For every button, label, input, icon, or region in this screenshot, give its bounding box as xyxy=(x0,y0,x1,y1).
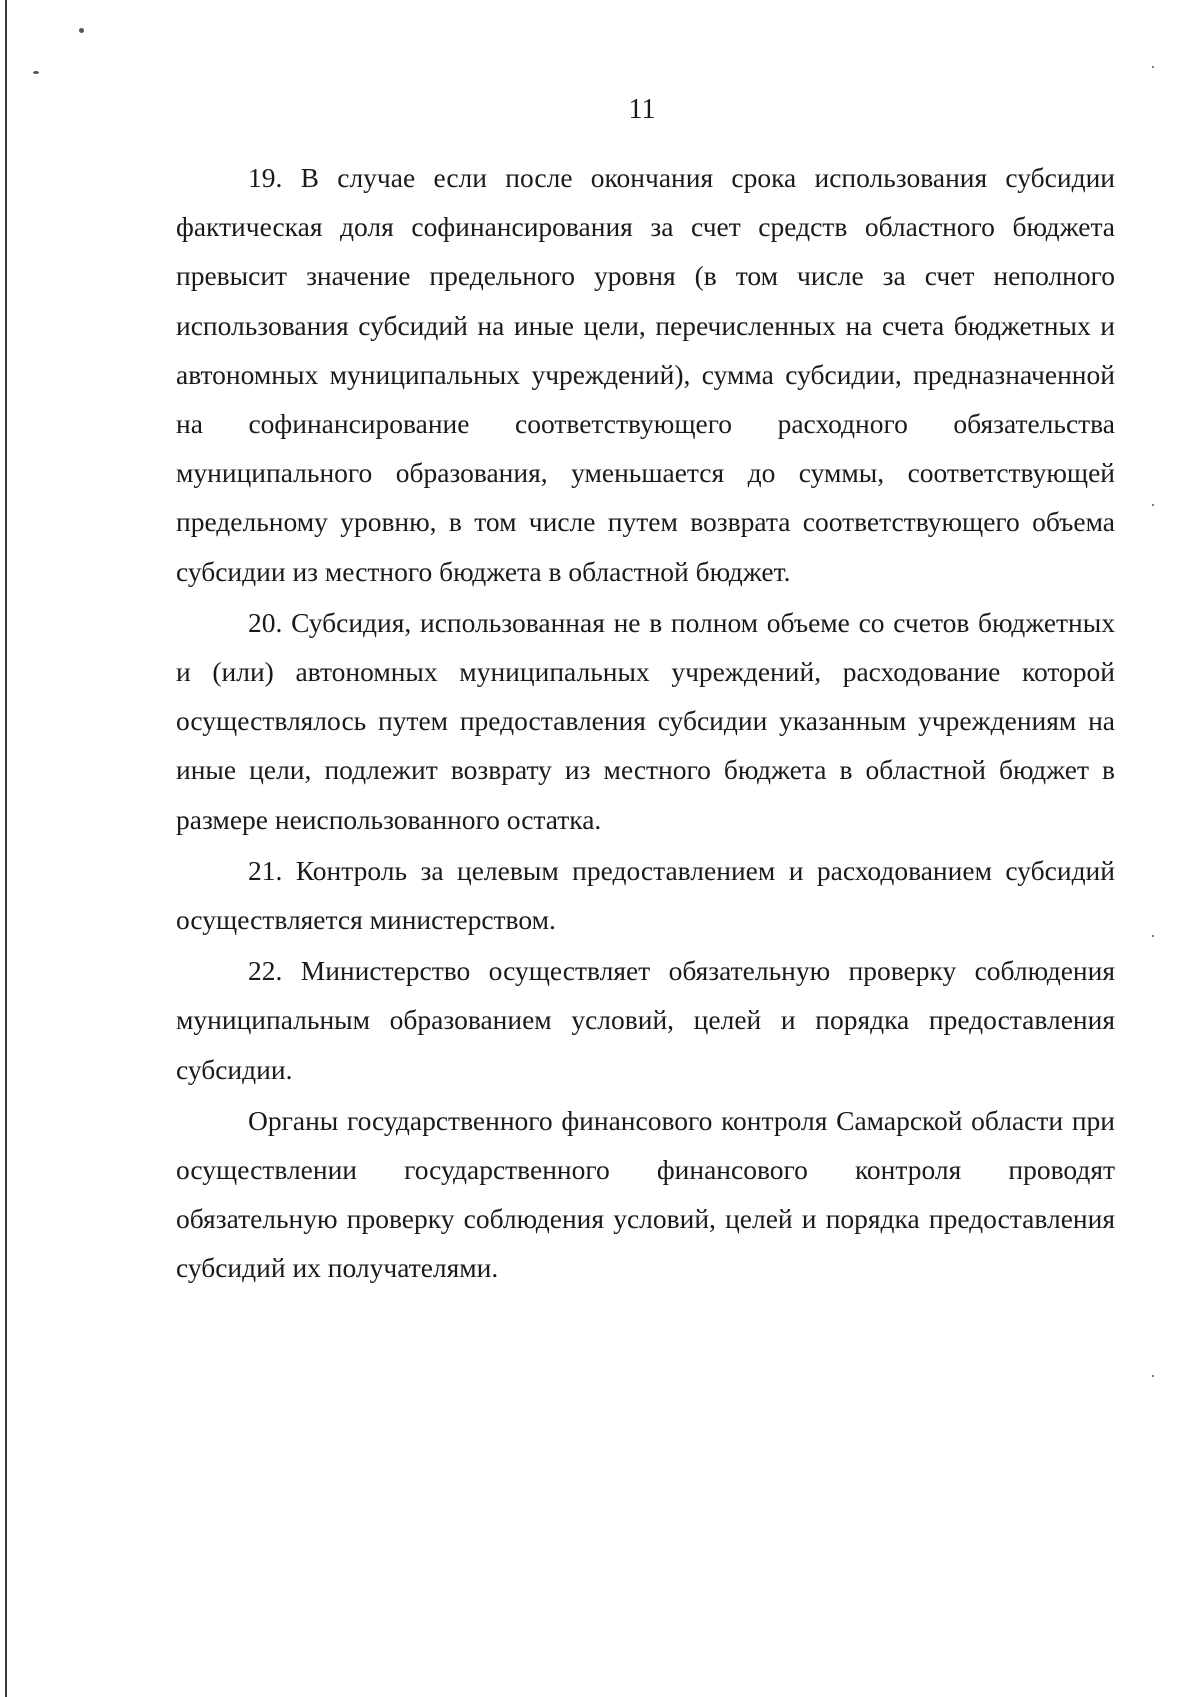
page-number: 11 xyxy=(628,94,656,125)
paragraph-21: 21. Контроль за целевым предоставлением и расходованием субсидий осуществляется министерством. xyxy=(176,854,1115,936)
document-body xyxy=(176,153,1115,1293)
paragraph-22: 22. Министерство осуществляет обязательную проверку соблюдения муниципальным образованием условий, целей и порядка предоставления субсидии. xyxy=(176,955,1115,1085)
paragraph-20: 20. Субсидия, использованная не в полном объеме со счетов бюджетных и (или) автономных муниципальных учреждений, расходование которой осуществлялось путем предоставления субсидии указанным учреждениям на иные цели, подлежит возврату из местного бюджета в областной бюджет в размере неиспользованного остатка. xyxy=(176,606,1115,835)
scan-speck xyxy=(1152,66,1154,68)
scan-speck xyxy=(79,28,84,33)
paragraph-19: 19. В случае если после окончания срока использования субсидии фактическая доля софинансирования за счет средств областного бюджета превысит значение предельного уровня (в том числе за счет неполного использования субсидий на иные цели, перечисленных на счета бюджетных и автономных муниципальных учреждений), сумма субсидии, предназначенной на софинансирование соответствующего расходного обязательства муниципального образования, уменьшается до суммы, соответствующей предельному уровню, в том числе путем возврата соответствующего объема субсидии из местного бюджета в областной бюджет. xyxy=(176,162,1115,587)
scan-speck xyxy=(1152,1375,1154,1377)
scan-speck xyxy=(33,71,39,74)
scan-speck xyxy=(1152,935,1154,937)
paragraph-control-bodies: Органы государственного финансового контроля Самарской области при осуществлении государственного финансового контроля проводят обязательную проверку соблюдения условий, целей и порядка предоставления субсидий их получателями. xyxy=(176,1104,1115,1284)
scan-edge-line xyxy=(5,0,7,1697)
scan-speck xyxy=(1152,504,1154,506)
